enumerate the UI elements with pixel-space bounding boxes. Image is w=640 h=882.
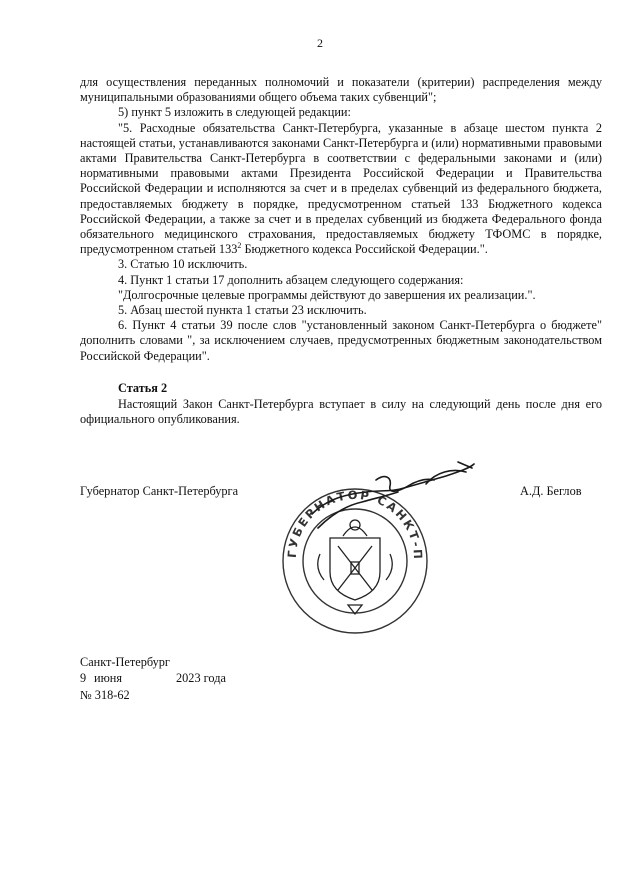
footer-year: 2023 года [176, 671, 226, 685]
signer-name: А.Д. Беглов [520, 484, 582, 498]
article-text: Настоящий Закон Санкт-Петербурга вступает в силу на следующий день после дня его официального опубликования. [80, 397, 602, 427]
seal-and-signature [258, 458, 478, 636]
page-number: 2 [317, 36, 323, 50]
coat-of-arms-icon [318, 520, 393, 614]
paragraph: 3. Статью 10 исключить. [118, 257, 248, 272]
footer-law-number: № 318-62 [80, 688, 130, 702]
paragraph: 5. Абзац шестой пункта 1 статьи 23 исключить. [118, 303, 367, 318]
footer-day: 9 [80, 671, 87, 685]
paragraph: 5) пункт 5 изложить в следующей редакции: [118, 105, 351, 120]
paragraph: "Долгосрочные целевые программы действуют до завершения их реализации.". [118, 287, 536, 302]
article-heading: Статья 2 [118, 381, 168, 395]
seal-text: ГУБЕРНАТОР САНКТ-П [284, 487, 426, 562]
paragraph: 6. Пункт 4 статьи 39 после слов "установленный законом Санкт-Петербурга о бюджете" дополнить словами ", за исключением случаев, предусмотренных бюджетным законодательством Российской Федерации". [80, 318, 602, 363]
paragraph: 4. Пункт 1 статьи 17 дополнить абзацем следующего содержания: [118, 272, 464, 287]
footer-month: июня [94, 671, 123, 685]
paragraph: для осуществления переданных полномочий и показатели (критерии) распределения между муниципальными образованиями общего объема таких субвенций"; [80, 75, 602, 105]
footer-date [80, 671, 226, 686]
document-body [80, 75, 602, 364]
paragraph-text: "5. Расходные обязательства Санкт-Петербурга, указанные в абзаце шестом пункта 2 настоящей статьи, устанавливаются законами Санкт-Петербурга и (или) нормативными правовыми актами Правительства Санкт-Петербурга в соответствии с федеральными законами и (или) нормативными правовыми актами Президента Российской Федерации и Правительства Российской Федерации и исполняются за счет и в пределах субвенций из федерального бюджета, предоставляемых бюджету в порядке, предусмотренном статьей 133 Бюджетного кодекса Российской Федерации, а также за счет и в пределах субвенций из бюджета Федерального фонда обязательного медицинского страхования, предоставляемых бюджету ТФОМС в порядке, предусмотренном статьей 133 [80, 120, 602, 257]
paragraph-amendment [80, 121, 602, 258]
signer-title: Губернатор Санкт-Петербурга [80, 484, 239, 498]
paragraph-tail: Бюджетного кодекса Российской Федерации.". [241, 242, 488, 257]
footer-city: Санкт-Петербург [80, 655, 170, 669]
superscript: 2 [237, 241, 242, 251]
seal-stamp-icon [258, 458, 478, 636]
